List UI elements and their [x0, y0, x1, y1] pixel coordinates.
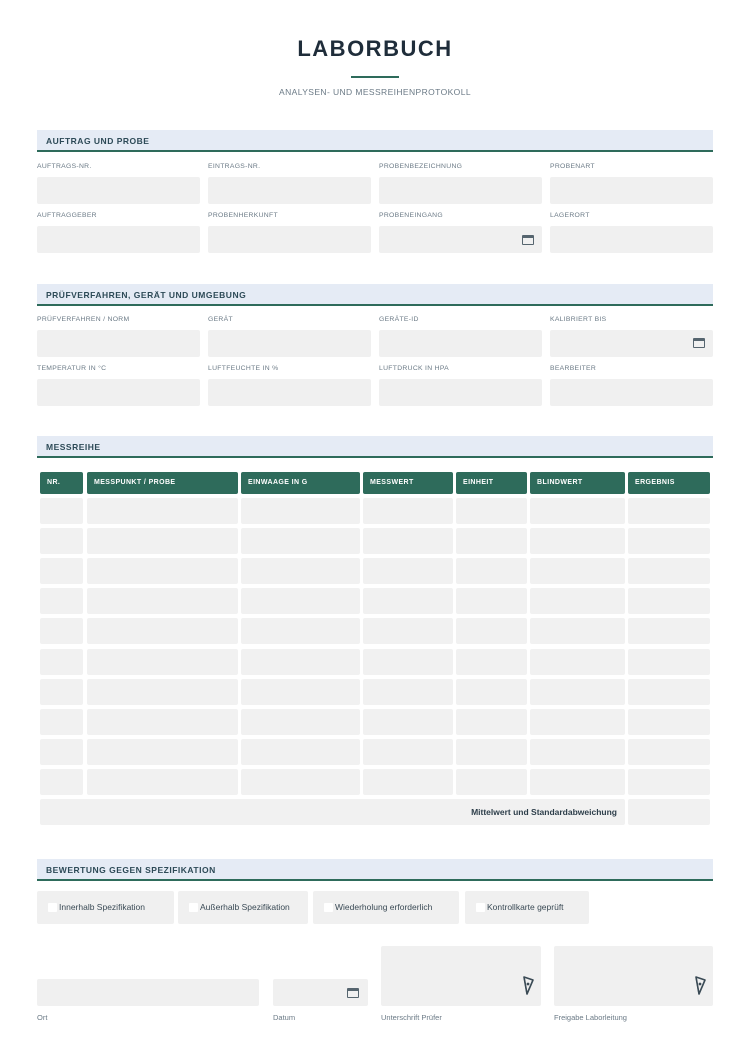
table-cell-einheit[interactable]	[456, 679, 527, 705]
ort-field[interactable]	[37, 979, 259, 1006]
table-cell-messpunkt[interactable]	[87, 498, 238, 524]
table-cell-messpunkt[interactable]	[87, 588, 238, 614]
calendar-icon[interactable]	[347, 988, 359, 998]
luftfeuchte-field[interactable]	[208, 379, 371, 406]
table-cell-einwaage[interactable]	[241, 588, 360, 614]
table-cell-ergebnis[interactable]	[628, 649, 710, 675]
table-cell-blindwert[interactable]	[530, 649, 625, 675]
label-luftfeuchte: LUFTFEUCHTE IN %	[208, 365, 279, 372]
probenbezeichnung-field[interactable]	[379, 177, 542, 204]
section-header-bewertung	[37, 859, 713, 881]
table-cell-blindwert[interactable]	[530, 528, 625, 554]
table-cell-ergebnis[interactable]	[628, 498, 710, 524]
section-title: MESSREIHE	[46, 442, 101, 452]
label-eintragsnr: EINTRAGS-NR.	[208, 163, 261, 170]
table-cell-blindwert[interactable]	[530, 679, 625, 705]
table-cell-blindwert[interactable]	[530, 739, 625, 765]
table-cell-einwaage[interactable]	[241, 709, 360, 735]
table-cell-nr[interactable]	[40, 588, 83, 614]
table-cell-einwaage[interactable]	[241, 498, 360, 524]
calendar-icon[interactable]	[522, 235, 534, 245]
label-probeneingang: PROBENEINGANG	[379, 212, 443, 219]
table-cell-einwaage[interactable]	[241, 679, 360, 705]
table-cell-nr[interactable]	[40, 679, 83, 705]
table-cell-einheit[interactable]	[456, 709, 527, 735]
table-cell-nr[interactable]	[40, 558, 83, 584]
luftdruck-field[interactable]	[379, 379, 542, 406]
label-probenherkunft: PROBENHERKUNFT	[208, 212, 278, 219]
table-cell-einheit[interactable]	[456, 498, 527, 524]
table-cell-einheit[interactable]	[456, 588, 527, 614]
table-cell-messwert[interactable]	[363, 709, 453, 735]
checkbox[interactable]	[48, 903, 57, 912]
table-cell-messwert[interactable]	[363, 649, 453, 675]
eintragsnr-field[interactable]	[208, 177, 371, 204]
table-cell-einwaage[interactable]	[241, 649, 360, 675]
label-pruefverfahren: PRÜFVERFAHREN / NORM	[37, 316, 130, 323]
probeneingang-field[interactable]	[379, 226, 542, 253]
table-cell-einheit[interactable]	[456, 739, 527, 765]
freigabe-laborleitung-field[interactable]	[554, 946, 713, 1006]
table-cell-messpunkt[interactable]	[87, 679, 238, 705]
table-cell-nr[interactable]	[40, 649, 83, 675]
table-cell-ergebnis[interactable]	[628, 679, 710, 705]
section-title: AUFTRAG UND PROBE	[46, 136, 150, 146]
unterschrift-pruefer-field[interactable]	[381, 946, 541, 1006]
table-cell-ergebnis[interactable]	[628, 618, 710, 644]
calendar-icon[interactable]	[693, 338, 705, 348]
temperatur-field[interactable]	[37, 379, 200, 406]
bearbeiter-field[interactable]	[550, 379, 713, 406]
table-cell-nr[interactable]	[40, 739, 83, 765]
table-cell-einheit[interactable]	[456, 528, 527, 554]
table-cell-blindwert[interactable]	[530, 709, 625, 735]
table-cell-messwert[interactable]	[363, 739, 453, 765]
option-label: Wiederholung erforderlich	[335, 902, 433, 912]
datum-field[interactable]	[273, 979, 368, 1006]
table-cell-ergebnis[interactable]	[628, 739, 710, 765]
lagerort-field[interactable]	[550, 226, 713, 253]
table-cell-blindwert[interactable]	[530, 769, 625, 795]
section-header-auftrag	[37, 130, 713, 152]
pen-icon	[693, 976, 707, 996]
table-cell-messwert[interactable]	[363, 558, 453, 584]
section-title: PRÜFVERFAHREN, GERÄT UND UMGEBUNG	[46, 290, 247, 300]
table-cell-einwaage[interactable]	[241, 769, 360, 795]
table-cell-messpunkt[interactable]	[87, 709, 238, 735]
table-cell-nr[interactable]	[40, 528, 83, 554]
table-cell-messwert[interactable]	[363, 588, 453, 614]
table-cell-nr[interactable]	[40, 618, 83, 644]
option-label: Außerhalb Spezifikation	[200, 902, 290, 912]
column-header-messwert: MESSWERT	[363, 472, 453, 494]
label-geraeteid: GERÄTE-ID	[379, 316, 419, 323]
label-probenbezeichnung: PROBENBEZEICHNUNG	[379, 163, 463, 170]
option-label: Innerhalb Spezifikation	[59, 902, 146, 912]
label-datum: Datum	[273, 1013, 296, 1022]
table-cell-ergebnis[interactable]	[628, 558, 710, 584]
checkbox[interactable]	[476, 903, 485, 912]
summary-result-cell[interactable]	[628, 799, 710, 825]
title-divider	[351, 76, 399, 78]
page-title: LABORBUCH	[297, 36, 453, 61]
table-cell-messpunkt[interactable]	[87, 528, 238, 554]
option-kontrollkarte-geprueft[interactable]	[465, 891, 589, 924]
section-header-messreihe	[37, 436, 713, 458]
label-auftragsnr: AUFTRAGS-NR.	[37, 163, 92, 170]
auftragsnr-field[interactable]	[37, 177, 200, 204]
table-cell-ergebnis[interactable]	[628, 769, 710, 795]
option-wiederholung-erforderlich[interactable]	[313, 891, 459, 924]
pen-icon	[521, 976, 535, 996]
label-lagerort: LAGERORT	[550, 212, 590, 219]
table-cell-nr[interactable]	[40, 769, 83, 795]
table-cell-nr[interactable]	[40, 498, 83, 524]
table-cell-messwert[interactable]	[363, 679, 453, 705]
summary-label: Mittelwert und Standardabweichung	[471, 807, 617, 817]
summary-row	[40, 799, 625, 825]
table-cell-ergebnis[interactable]	[628, 528, 710, 554]
section-title: BEWERTUNG GEGEN SPEZIFIKATION	[46, 865, 216, 875]
probenherkunft-field[interactable]	[208, 226, 371, 253]
label-freigabe-laborleitung: Freigabe Laborleitung	[554, 1013, 627, 1022]
geraeteid-field[interactable]	[379, 330, 542, 357]
table-cell-einwaage[interactable]	[241, 739, 360, 765]
table-cell-einwaage[interactable]	[241, 528, 360, 554]
label-probenart: PROBENART	[550, 163, 595, 170]
column-header-messpunkt: MESSPUNKT / PROBE	[87, 472, 238, 494]
option-innerhalb-spezifikation[interactable]	[37, 891, 174, 924]
table-cell-einwaage[interactable]	[241, 618, 360, 644]
table-cell-messwert[interactable]	[363, 769, 453, 795]
table-cell-messpunkt[interactable]	[87, 558, 238, 584]
table-cell-einheit[interactable]	[456, 769, 527, 795]
label-temperatur: TEMPERATUR IN °C	[37, 365, 107, 372]
table-cell-ergebnis[interactable]	[628, 588, 710, 614]
geraet-field[interactable]	[208, 330, 371, 357]
label-auftraggeber: AUFTRAGGEBER	[37, 212, 97, 219]
section-header-pruefverfahren	[37, 284, 713, 306]
probenart-field[interactable]	[550, 177, 713, 204]
table-cell-blindwert[interactable]	[530, 498, 625, 524]
table-cell-einheit[interactable]	[456, 618, 527, 644]
kalibriert-field[interactable]	[550, 330, 713, 357]
label-luftdruck: LUFTDRUCK IN HPA	[379, 365, 450, 372]
table-cell-einwaage[interactable]	[241, 558, 360, 584]
table-cell-messwert[interactable]	[363, 618, 453, 644]
checkbox[interactable]	[324, 903, 333, 912]
label-kalibriert: KALIBRIERT BIS	[550, 316, 607, 323]
table-cell-einheit[interactable]	[456, 558, 527, 584]
table-cell-blindwert[interactable]	[530, 618, 625, 644]
table-cell-messpunkt[interactable]	[87, 769, 238, 795]
column-header-einwaage: EINWAAGE IN G	[241, 472, 360, 494]
checkbox[interactable]	[189, 903, 198, 912]
label-ort: Ort	[37, 1013, 48, 1022]
pruefverfahren-field[interactable]	[37, 330, 200, 357]
table-cell-messwert[interactable]	[363, 498, 453, 524]
table-cell-einheit[interactable]	[456, 649, 527, 675]
label-geraet: GERÄT	[208, 316, 233, 323]
table-cell-nr[interactable]	[40, 709, 83, 735]
table-cell-blindwert[interactable]	[530, 558, 625, 584]
label-unterschrift-pruefer: Unterschrift Prüfer	[381, 1013, 442, 1022]
table-cell-messpunkt[interactable]	[87, 649, 238, 675]
table-cell-ergebnis[interactable]	[628, 709, 710, 735]
option-ausserhalb-spezifikation[interactable]	[178, 891, 308, 924]
table-cell-messpunkt[interactable]	[87, 739, 238, 765]
auftraggeber-field[interactable]	[37, 226, 200, 253]
table-cell-messwert[interactable]	[363, 528, 453, 554]
column-header-blindwert: BLINDWERT	[530, 472, 625, 494]
label-bearbeiter: BEARBEITER	[550, 365, 597, 372]
table-cell-messpunkt[interactable]	[87, 618, 238, 644]
column-header-nr: NR.	[40, 472, 83, 494]
option-label: Kontrollkarte geprüft	[487, 902, 564, 912]
column-header-ergebnis: ERGEBNIS	[628, 472, 710, 494]
column-header-einheit: EINHEIT	[456, 472, 527, 494]
page-subtitle: ANALYSEN- UND MESSREIHENPROTOKOLL	[279, 87, 471, 97]
table-cell-blindwert[interactable]	[530, 588, 625, 614]
